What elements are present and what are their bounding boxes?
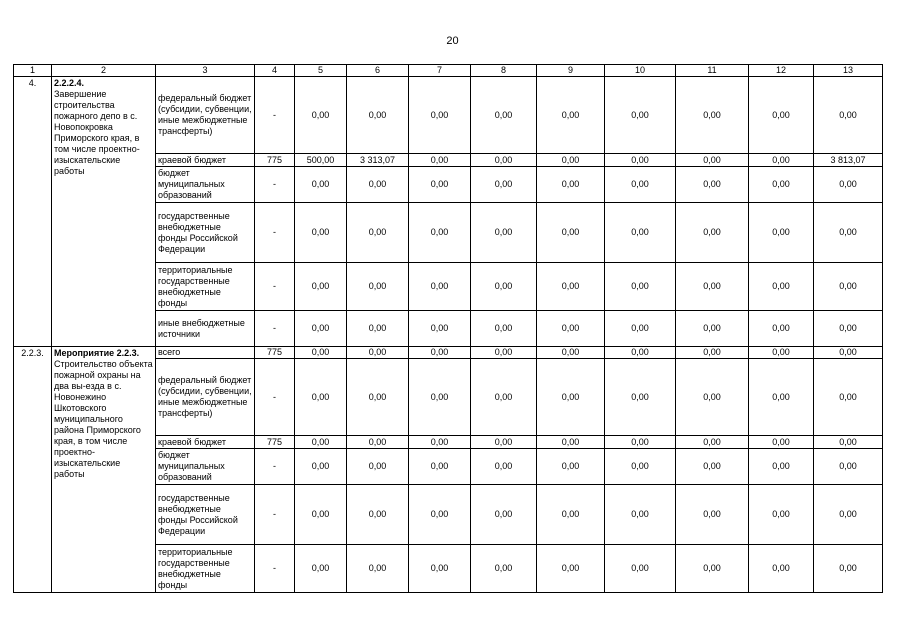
amount-cell: 0,00 [749,347,814,359]
budget-code: 775 [255,154,295,167]
column-header: 12 [749,65,814,77]
funding-source: всего [156,347,255,359]
amount-cell: 0,00 [814,263,883,311]
header-row [14,65,883,77]
amount-cell: 0,00 [347,263,409,311]
table-row [14,347,883,359]
section-title-text: Строительство объекта пожарной охраны на два вы-езда в с. Новонежино Шкотовского муниципального района Приморского края, в том числе проектно-изыскательские работы [54,359,153,479]
funding-source: федеральный бюджет (субсидии, субвенции, иные межбюджетные трансферты) [156,77,255,154]
amount-cell: 0,00 [537,263,605,311]
amount-cell: 0,00 [749,154,814,167]
amount-cell: 0,00 [295,485,347,545]
amount-cell: 0,00 [471,77,537,154]
amount-cell: 0,00 [471,167,537,203]
budget-code: 775 [255,436,295,449]
amount-cell: 0,00 [409,436,471,449]
amount-cell: 0,00 [605,485,676,545]
column-header: 2 [52,65,156,77]
amount-cell: 0,00 [347,77,409,154]
amount-cell: 0,00 [605,311,676,347]
amount-cell: 0,00 [409,77,471,154]
amount-cell: 0,00 [814,485,883,545]
amount-cell: 0,00 [605,77,676,154]
budget-code: - [255,263,295,311]
budget-code: - [255,359,295,436]
column-header: 9 [537,65,605,77]
amount-cell: 0,00 [471,311,537,347]
amount-cell: 0,00 [409,347,471,359]
funding-source: краевой бюджет [156,436,255,449]
amount-cell: 0,00 [409,154,471,167]
section-index: 2.2.3. [14,347,52,593]
amount-cell: 0,00 [676,203,749,263]
amount-cell: 0,00 [814,167,883,203]
budget-code: 775 [255,347,295,359]
amount-cell: 0,00 [537,545,605,593]
budget-code: - [255,203,295,263]
amount-cell: 0,00 [537,167,605,203]
amount-cell: 0,00 [347,311,409,347]
column-header: 8 [471,65,537,77]
amount-cell: 3 313,07 [347,154,409,167]
amount-cell: 0,00 [605,263,676,311]
amount-cell: 0,00 [347,436,409,449]
amount-cell: 0,00 [471,545,537,593]
amount-cell: 0,00 [471,485,537,545]
budget-code: - [255,545,295,593]
amount-cell: 0,00 [605,167,676,203]
amount-cell: 0,00 [471,436,537,449]
amount-cell: 0,00 [471,359,537,436]
amount-cell: 0,00 [749,203,814,263]
amount-cell: 0,00 [295,167,347,203]
amount-cell: 0,00 [676,167,749,203]
funding-source: территориальные государственные внебюджетные фонды [156,545,255,593]
amount-cell: 3 813,07 [814,154,883,167]
amount-cell: 0,00 [537,203,605,263]
amount-cell: 0,00 [295,77,347,154]
amount-cell: 0,00 [409,449,471,485]
amount-cell: 0,00 [605,436,676,449]
amount-cell: 0,00 [295,359,347,436]
amount-cell: 0,00 [814,359,883,436]
section-title [52,77,156,347]
column-header: 7 [409,65,471,77]
budget-code: - [255,449,295,485]
funding-source: бюджет муниципальных образований [156,167,255,203]
amount-cell: 0,00 [347,449,409,485]
amount-cell: 0,00 [605,545,676,593]
amount-cell: 0,00 [676,347,749,359]
amount-cell: 0,00 [605,203,676,263]
budget-code: - [255,485,295,545]
funding-source: федеральный бюджет (субсидии, субвенции, иные межбюджетные трансферты) [156,359,255,436]
amount-cell: 0,00 [537,485,605,545]
amount-cell: 0,00 [676,311,749,347]
amount-cell: 0,00 [409,545,471,593]
amount-cell: 0,00 [605,449,676,485]
column-header: 5 [295,65,347,77]
column-header: 3 [156,65,255,77]
amount-cell: 0,00 [537,311,605,347]
amount-cell: 0,00 [749,167,814,203]
amount-cell: 0,00 [347,203,409,263]
budget-code: - [255,311,295,347]
amount-cell: 0,00 [537,77,605,154]
amount-cell: 500,00 [295,154,347,167]
amount-cell: 0,00 [749,449,814,485]
column-header: 11 [676,65,749,77]
amount-cell: 0,00 [409,263,471,311]
funding-source: иные внебюджетные источники [156,311,255,347]
funding-source: бюджет муниципальных образований [156,449,255,485]
amount-cell: 0,00 [814,545,883,593]
amount-cell: 0,00 [749,485,814,545]
amount-cell: 0,00 [676,77,749,154]
amount-cell: 0,00 [749,545,814,593]
amount-cell: 0,00 [605,359,676,436]
column-header: 1 [14,65,52,77]
amount-cell: 0,00 [814,436,883,449]
amount-cell: 0,00 [605,154,676,167]
amount-cell: 0,00 [471,154,537,167]
amount-cell: 0,00 [537,154,605,167]
amount-cell: 0,00 [295,311,347,347]
amount-cell: 0,00 [409,359,471,436]
budget-code: - [255,167,295,203]
amount-cell: 0,00 [409,485,471,545]
amount-cell: 0,00 [814,449,883,485]
amount-cell: 0,00 [676,436,749,449]
amount-cell: 0,00 [295,436,347,449]
amount-cell: 0,00 [676,545,749,593]
amount-cell: 0,00 [295,347,347,359]
amount-cell: 0,00 [409,311,471,347]
amount-cell: 0,00 [749,436,814,449]
amount-cell: 0,00 [295,449,347,485]
amount-cell: 0,00 [347,167,409,203]
amount-cell: 0,00 [347,545,409,593]
amount-cell: 0,00 [749,311,814,347]
amount-cell: 0,00 [537,449,605,485]
amount-cell: 0,00 [347,485,409,545]
funding-source: территориальные государственные внебюджетные фонды [156,263,255,311]
funding-source: краевой бюджет [156,154,255,167]
column-header: 10 [605,65,676,77]
funding-source: государственные внебюджетные фонды Российской Федерации [156,485,255,545]
amount-cell: 0,00 [814,347,883,359]
section-title [52,347,156,593]
amount-cell: 0,00 [471,449,537,485]
amount-cell: 0,00 [537,347,605,359]
amount-cell: 0,00 [749,77,814,154]
amount-cell: 0,00 [347,359,409,436]
section-index: 4. [14,77,52,347]
amount-cell: 0,00 [814,311,883,347]
amount-cell: 0,00 [749,359,814,436]
page-number: 20 [446,35,459,47]
amount-cell: 0,00 [295,263,347,311]
amount-cell: 0,00 [814,77,883,154]
amount-cell: 0,00 [749,263,814,311]
amount-cell: 0,00 [471,263,537,311]
amount-cell: 0,00 [409,203,471,263]
amount-cell: 0,00 [471,203,537,263]
column-header: 13 [814,65,883,77]
amount-cell: 0,00 [347,347,409,359]
amount-cell: 0,00 [537,359,605,436]
section-title-bold: 2.2.2.4. [54,78,85,88]
amount-cell: 0,00 [537,436,605,449]
section-title-text: Завершение строительства пожарного депо в с. Новопокровка Приморского края, в том числе проектно-изыскательские работы [54,89,140,176]
amount-cell: 0,00 [471,347,537,359]
amount-cell: 0,00 [676,154,749,167]
section-title-bold: Мероприятие 2.2.3. [54,348,140,358]
amount-cell: 0,00 [605,347,676,359]
amount-cell: 0,00 [295,545,347,593]
column-header: 6 [347,65,409,77]
budget-code: - [255,77,295,154]
amount-cell: 0,00 [676,449,749,485]
amount-cell: 0,00 [676,263,749,311]
column-header: 4 [255,65,295,77]
table-row [14,77,883,154]
funding-source: государственные внебюджетные фонды Российской Федерации [156,203,255,263]
amount-cell: 0,00 [814,203,883,263]
amount-cell: 0,00 [676,359,749,436]
amount-cell: 0,00 [676,485,749,545]
amount-cell: 0,00 [409,167,471,203]
budget-table [13,64,883,593]
amount-cell: 0,00 [295,203,347,263]
